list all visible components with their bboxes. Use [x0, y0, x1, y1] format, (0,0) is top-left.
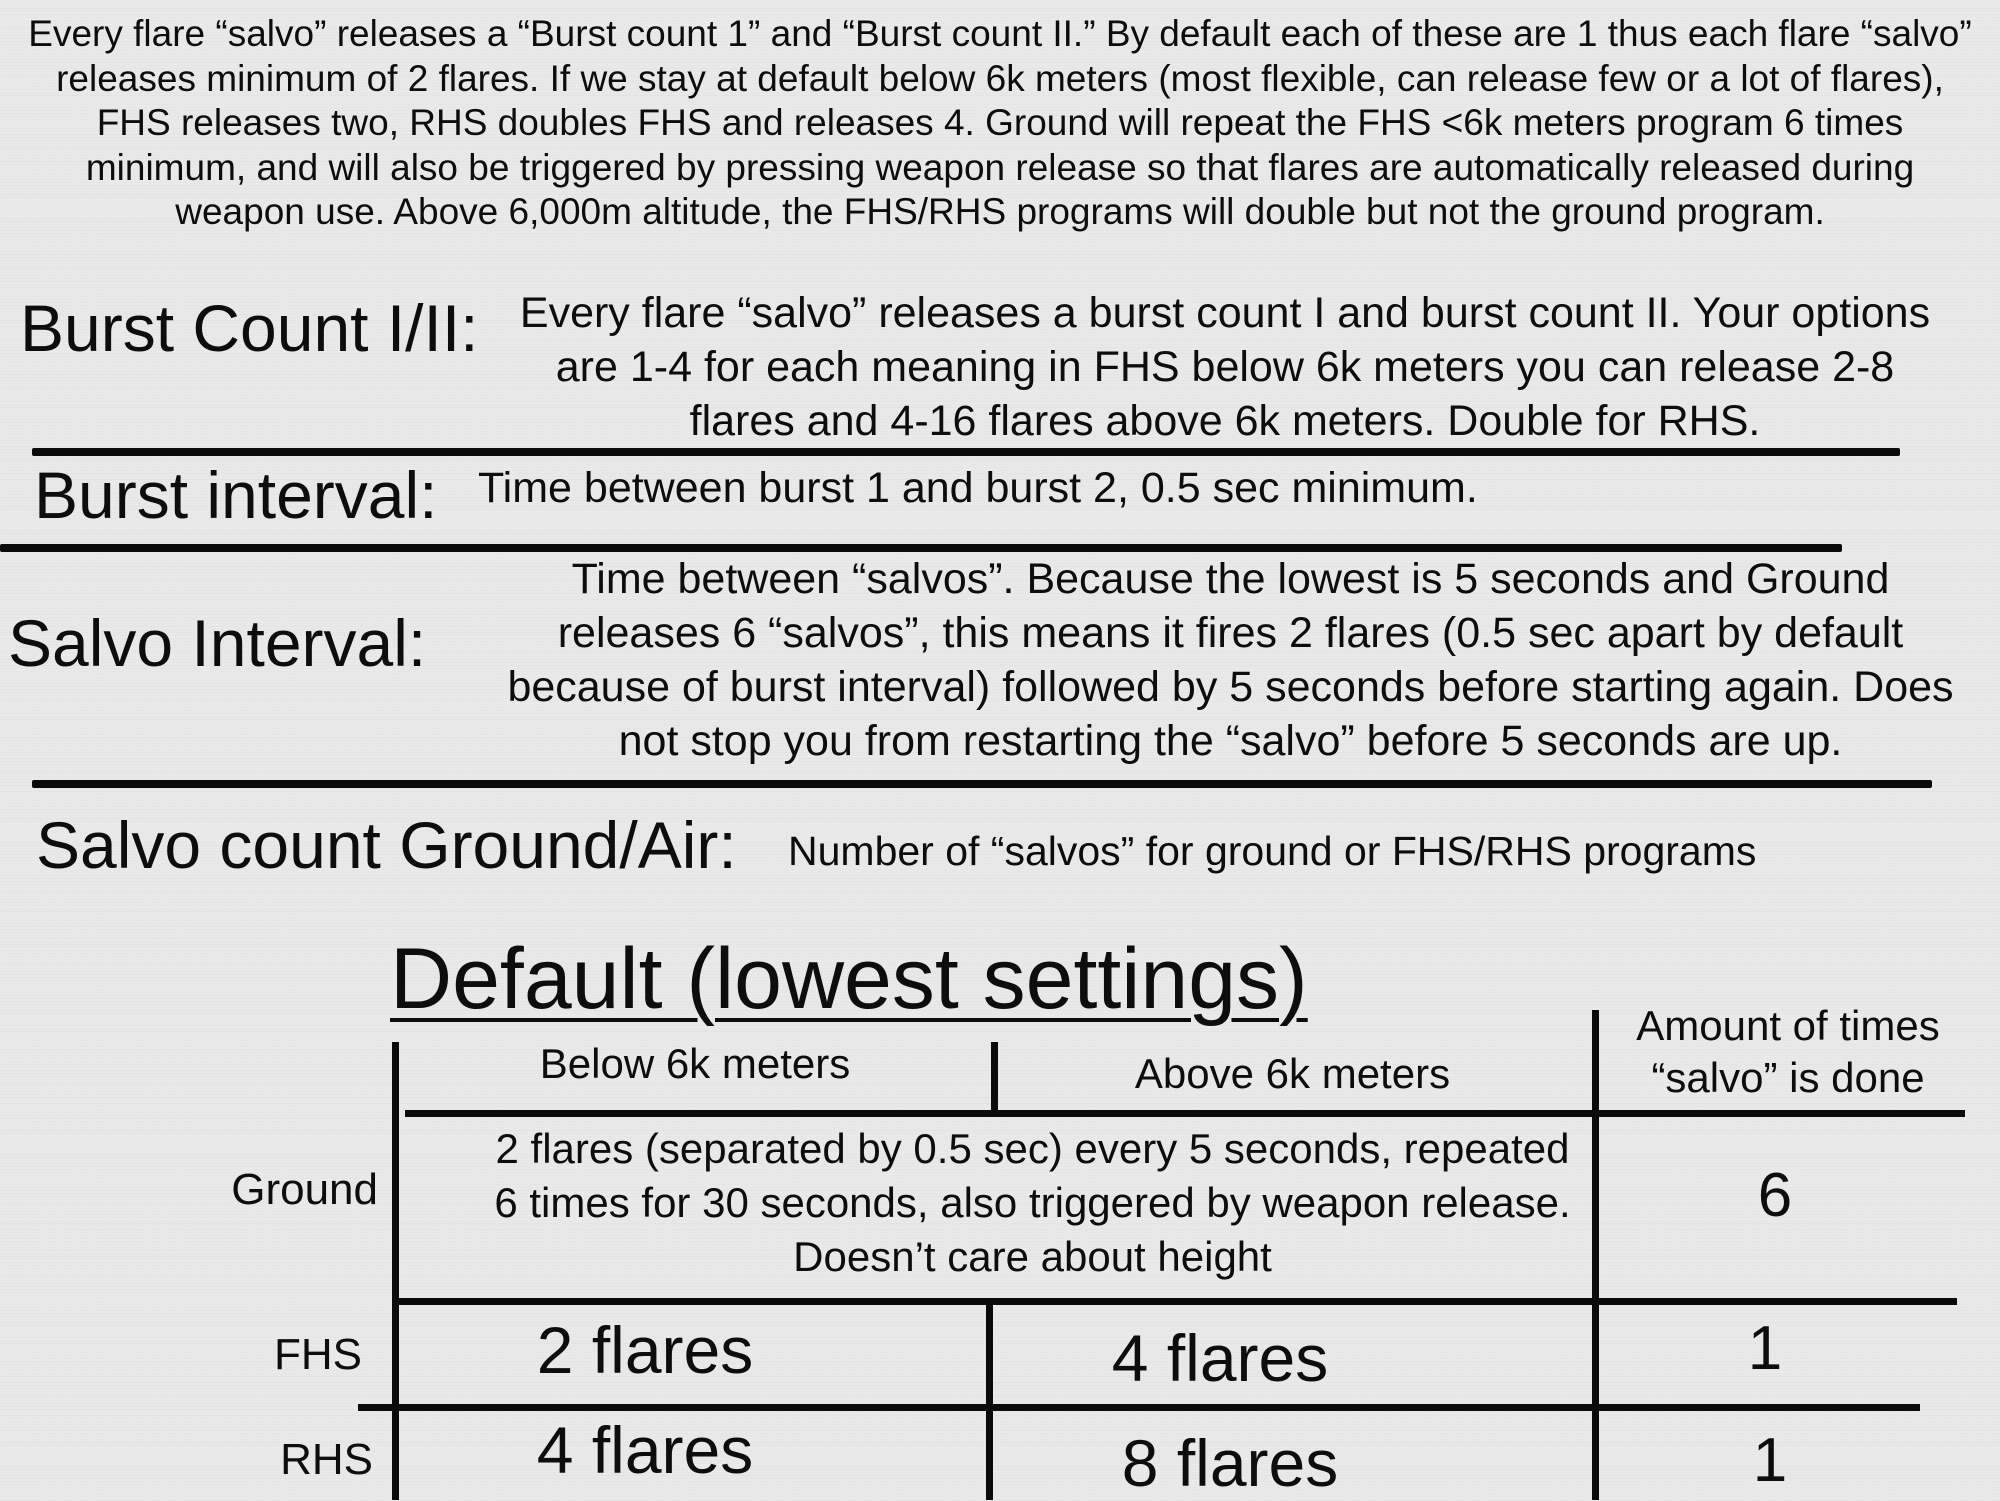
- table-mid-divider: [986, 1298, 993, 1500]
- header-below-6k: Below 6k meters: [539, 1040, 851, 1087]
- table-header-divider: [991, 1042, 998, 1112]
- row-label-ground: Ground: [231, 1165, 378, 1214]
- burst-interval-description: Time between burst 1 and burst 2, 0.5 sec minimum.: [478, 464, 1478, 512]
- table-fhs-rule: [358, 1404, 1920, 1411]
- row-label-fhs: FHS: [274, 1330, 362, 1379]
- fhs-below: 2 flares: [536, 1313, 754, 1387]
- rhs-above: 8 flares: [1121, 1426, 1339, 1500]
- fhs-times: 1: [1747, 1314, 1783, 1383]
- header-times: Amount of times “salvo” is done: [1636, 1002, 1940, 1101]
- fhs-above: 4 flares: [1111, 1321, 1329, 1395]
- table-ground-rule: [395, 1298, 1957, 1305]
- salvo-count-description: Number of “salvos” for ground or FHS/RHS programs: [788, 828, 1757, 874]
- rhs-below: 4 flares: [536, 1413, 754, 1487]
- row-label-rhs: RHS: [280, 1435, 373, 1484]
- burst-count-description: Every flare “salvo” releases a burst count I and burst count II. Your options are 1-4 for each meaning in FHS below 6k meters you can release 2-8 flares and 4-16 flares above 6k meters. Double for RHS.: [519, 289, 1931, 445]
- ground-times: 6: [1757, 1161, 1793, 1230]
- burst-interval-label: Burst interval:: [34, 458, 438, 532]
- salvo-count-label: Salvo count Ground/Air:: [36, 808, 737, 882]
- burst-count-label: Burst Count I/II:: [20, 291, 479, 365]
- divider-2: [0, 544, 1842, 552]
- table-header-rule: [405, 1110, 1965, 1117]
- salvo-interval-label: Salvo Interval:: [8, 606, 427, 680]
- divider-1: [32, 448, 1900, 456]
- table-left-border: [392, 1042, 399, 1500]
- header-above-6k: Above 6k meters: [1134, 1050, 1451, 1097]
- intro-paragraph: Every flare “salvo” releases a “Burst count 1” and “Burst count II.” By default each of these are 1 thus each flare “salvo” releases minimum of 2 flares. If we stay at default below 6k meters (most flexible, can release few or a lot of flares), FHS releases two, RHS doubles FHS and releases 4. Ground will repeat the FHS <6k meters program 6 times minimum, and will also be triggered by pressing weapon release so that flares are automatically released during weapon use. Above 6,000m altitude, the FHS/RHS programs will double but not the ground program.: [28, 13, 1972, 232]
- salvo-interval-description: Time between “salvos”. Because the lowest is 5 seconds and Ground releases 6 “salvos”, this means it fires 2 flares (0.5 sec apart by default because of burst interval) followed by 5 seconds before starting again. Does not stop you from restarting the “salvo” before 5 seconds are up.: [507, 555, 1954, 765]
- ground-description: 2 flares (separated by 0.5 sec) every 5 seconds, repeated 6 times for 30 seconds, also triggered by weapon release. Doesn’t care about height: [494, 1125, 1571, 1280]
- divider-3: [32, 780, 1932, 788]
- rhs-times: 1: [1752, 1426, 1788, 1495]
- table-title: Default (lowest settings): [390, 931, 1308, 1027]
